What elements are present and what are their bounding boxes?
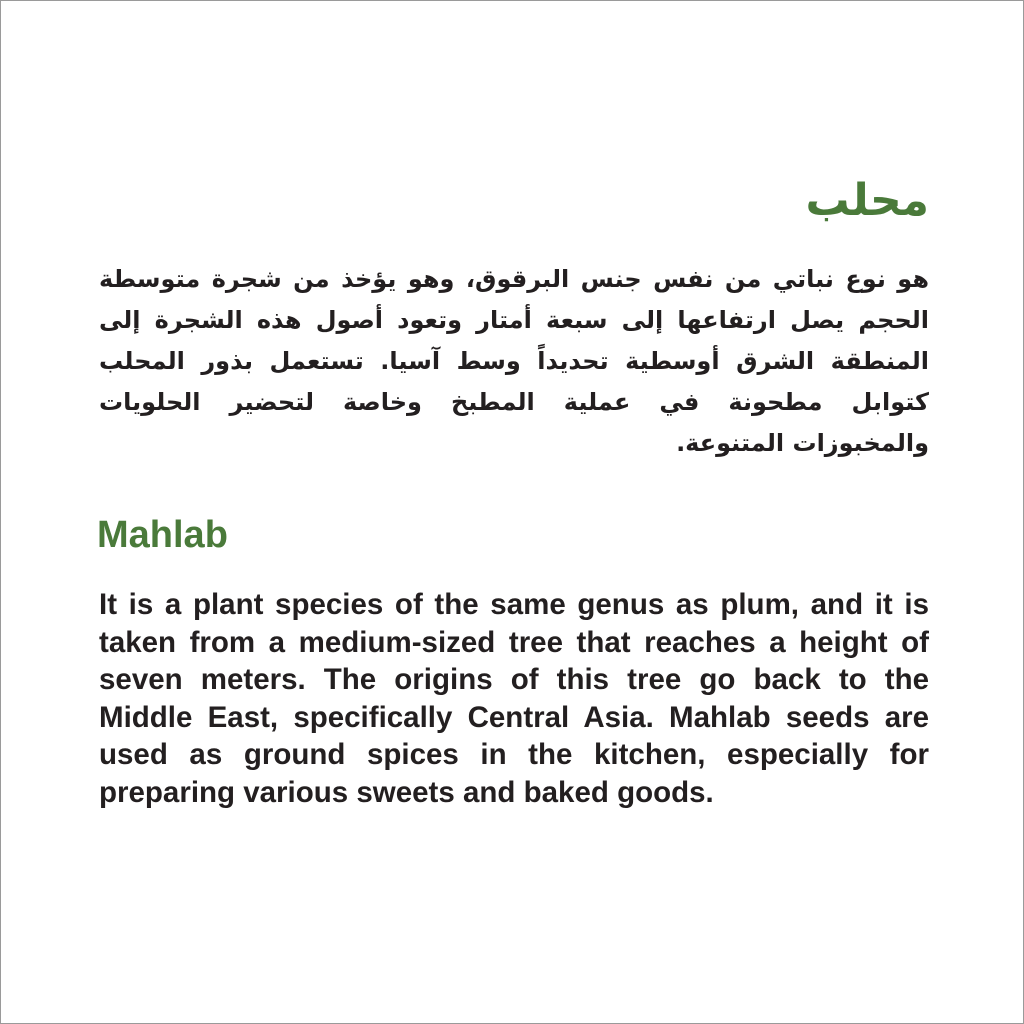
- english-title: Mahlab: [97, 514, 228, 556]
- english-description: It is a plant species of the same genus as plum, and it is taken from a medium-sized tree that reaches a height of seven meters. The origins of this tree go back to the Middle East, specifically Central Asia. Mahlab seeds are used as ground spices in the kitchen, especially for preparing various sweets and baked goods.: [99, 588, 929, 809]
- arabic-title: محلب: [805, 175, 929, 226]
- arabic-description: هو نوع نباتي من نفس جنس البرقوق، وهو يؤخذ من شجرة متوسطة الحجم يصل ارتفاعها إلى سبعة أمتار وتعود أصول هذه الشجرة إلى المنطقة الشرق أوسطية تحديداً وسط آسيا. تستعمل بذور المحلب كتوابل مطحونة في عملية المطبخ وخاصة لتحضير الحلويات والمخبوزات المتنوعة.: [99, 265, 929, 457]
